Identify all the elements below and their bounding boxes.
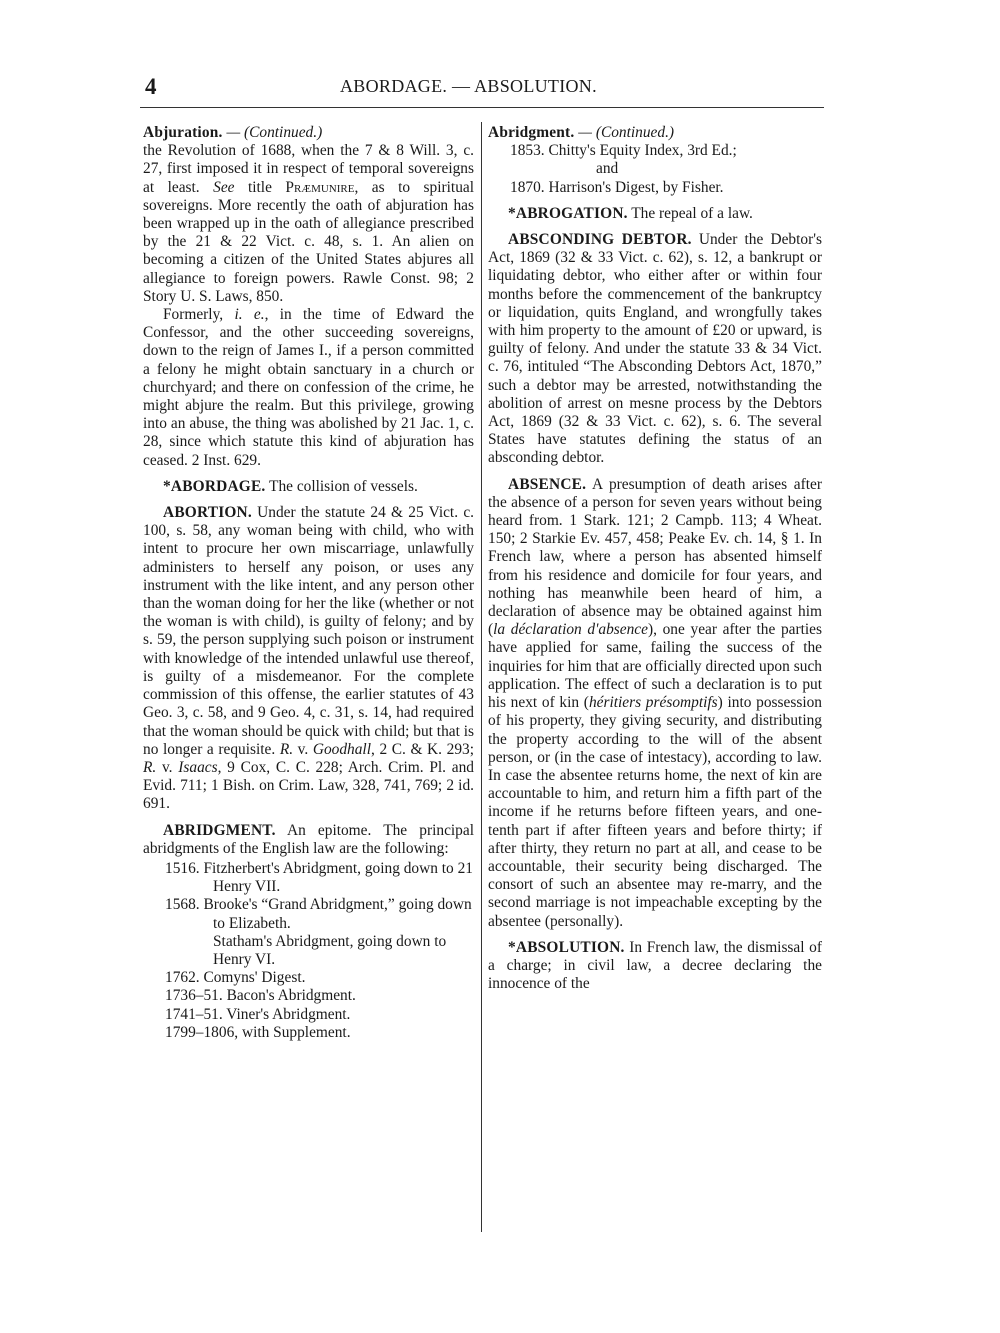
- entry-term: *ABROGATION.: [508, 204, 628, 222]
- entry-absence: [488, 476, 822, 931]
- entry-abortion: [143, 504, 474, 813]
- abridgment-list-cont: [488, 142, 822, 197]
- column-divider: [481, 122, 482, 1232]
- list-item: 1516. Fitzherbert's Abridgment, going down to 21 Henry VII.: [165, 859, 473, 896]
- cross-reference: Præmunire: [285, 178, 355, 196]
- text-run-italic: See: [213, 178, 235, 196]
- entry-abjuration-text-2: [143, 306, 474, 470]
- text-run: the Revolution of 1688, when the 7 & 8 Will. 3, c. 27, first imposed it in respect of temporal sovereigns at least.: [143, 142, 474, 196]
- text-run-italic: i. e.: [234, 306, 265, 324]
- text-run: Under the statute 24 & 25 Vict. c. 100, s. 58, any woman being with child, who with intent to procure her own miscarriage, unlawfully administers to herself any poison, or uses any instrument with the like intent, and any person other than the woman doing for her the like (whether or not the woman is with child), is guilty of felony; and by s. 59, the person supplying such poison or instrument with knowledge of the intended unlawful use thereof, is guilty of a misdemeanor. For the complete commission of this offense, the earlier statutes of 43 Geo. 3, c. 58, and 9 Geo. 4, c. 31, s. 14, had required that the woman should be quick with child; but that is no longer a requisite.: [143, 504, 474, 758]
- list-item: 1799–1806, with Supplement.: [165, 1023, 351, 1041]
- entry-abjuration-text: [143, 142, 474, 306]
- text-run: A presumption of death arises after the absence of a person for seven years without being heard from. 1 Stark. 121; 2 Campb. 113; 4 Wheat. 150; 2 Starkie Ev. 457, 458; Peake Ev. ch. 14, § 1. In French law, where a person has absented himself from his residence and domicile for four years, and nothing has meanwhile been heard of him, a declaration of absence may be obtained against him (: [488, 475, 822, 639]
- case-name: Isaacs: [178, 758, 218, 776]
- entry-text: The repeal of a law.: [627, 204, 753, 222]
- list-item: 1741–51. Viner's Abridgment.: [165, 1005, 351, 1023]
- case-name: R.: [143, 758, 157, 776]
- case-name: R.: [279, 740, 294, 758]
- text-run: v.: [293, 740, 313, 758]
- text-run: ) into possession of his property, they giving security, and distributing the property according to the will of the absent person, or (in the case of intestacy), according to law. In case the absentee returns home, the next of kin are accountable to him, and return him a fifth part of the income if he returns before fifteen years, and one-tenth part if after fifteen years and before thirty; if after thirty, they return no part at all, and cease to be accountable, their security being discharged. The consort of such an absentee may re-marry, and the second marriage is not impeachable excepting by the absentee (personally).: [488, 694, 822, 930]
- text-run: , 9 Cox, C. C. 228; Arch. Crim. Pl. and Evid. 711; 1 Bish. on Crim. Law, 328, 741, 769; 2 id. 691.: [143, 758, 474, 813]
- left-column: [143, 124, 474, 1042]
- foreign-term: la déclaration d'absence: [493, 621, 648, 639]
- entry-abridgment-cont-heading: [488, 124, 822, 142]
- text-run: v.: [156, 758, 179, 776]
- entry-term: Abjuration.: [143, 124, 223, 141]
- list-item: 1870. Harrison's Digest, by Fisher.: [510, 178, 724, 196]
- entry-absconding-debtor: [488, 231, 822, 468]
- list-item: Statham's Abridgment, going down to Henry VI.: [213, 932, 447, 968]
- list-item: 1568. Brooke's “Grand Abridgment,” going down to Elizabeth.: [165, 896, 472, 932]
- entry-term: ABRIDGMENT.: [163, 821, 276, 839]
- entry-term: ABORTION.: [163, 504, 252, 522]
- abridgment-list: [143, 860, 474, 1042]
- list-item: 1853. Chitty's Equity Index, 3rd Ed.;: [510, 142, 737, 160]
- entry-term: Abridgment.: [488, 124, 575, 141]
- continued-note: — (Continued.): [226, 124, 323, 141]
- entry-abridgment: [143, 822, 474, 858]
- entry-abrogation: [488, 205, 822, 223]
- entry-abjuration-heading: [143, 124, 474, 142]
- running-title: ABORDAGE. — ABSOLUTION.: [340, 76, 597, 96]
- right-column: [488, 124, 822, 993]
- entry-term: ABSENCE.: [508, 475, 587, 493]
- entry-abordage: [143, 478, 474, 496]
- text-run: ), one year after the parties have applied for same, failing the success of the inquiries for him that are officially directed upon such application. The effect of such a declaration is to put his next of kin (: [488, 621, 822, 712]
- continued-note: — (Continued.): [578, 124, 675, 141]
- list-item: 1762. Comyns' Digest.: [165, 969, 306, 987]
- text-run: , 2 C. & K. 293;: [371, 740, 474, 758]
- entry-absolution: [488, 939, 822, 994]
- foreign-term: héritiers présomptifs: [588, 694, 718, 712]
- entry-term: *ABSOLUTION.: [508, 938, 625, 956]
- entry-text: Under the Debtor's Act, 1869 (32 & 33 Vict. c. 62), s. 12, a bankrupt or liquidating debtor, who either after or within four months before the commencement of the bankruptcy or liquidation, quits England, and wrongfully takes with him property to the amount of £20 or upward, is guilty of felony. And under the statute 33 & 34 Vict. c. 76, intituled “The Absconding Debtors Act, 1870,” such a debtor may be arrested, notwithstanding the abolition of arrest on mesne process by the Debtors Act, 1869 (32 & 33 Vict. c. 62), s. 6. The several States have statutes defining the status of an absconding debtor.: [488, 231, 822, 467]
- list-item: and: [596, 160, 619, 178]
- entry-text: An epitome. The principal abridgments of the English law are the following:: [143, 821, 474, 857]
- text-run: Formerly,: [163, 306, 235, 324]
- page-number: 4: [145, 74, 157, 99]
- entry-text: In French law, the dismissal of a charge; in civil law, a decree declaring the innocence of the: [488, 938, 822, 993]
- entry-term: *ABORDAGE.: [163, 477, 266, 495]
- header-rule: [140, 107, 824, 108]
- text-run: title: [234, 178, 286, 196]
- list-item: 1736–51. Bacon's Abridgment.: [165, 987, 356, 1005]
- entry-term: ABSCONDING DEBTOR.: [508, 231, 692, 249]
- case-name: Goodhall: [312, 740, 371, 758]
- text-run: , as to spiritual sovereigns. More recently the oath of abjuration has been wrapped up in the oath of allegiance prescribed by the 21 & 22 Vict. c. 48, s. 1. An alien on becoming a citizen of the United States abjures all allegiance to foreign powers. Rawle Const. 98; 2 Story U. S. Laws, 850.: [143, 178, 474, 305]
- text-run: , in the time of Edward the Confessor, and the other succeeding sovereigns, down to the reign of James I., if a person committed a felony he might obtain sanctuary in a church or churchyard; and there on confession of the crime, he might abjure the realm. But this privilege, growing into an abuse, the thing was abolished by 21 Jac. 1, c. 28, since which statute this kind of abjuration has ceased. 2 Inst. 629.: [143, 306, 474, 469]
- entry-text: The collision of vessels.: [265, 477, 418, 495]
